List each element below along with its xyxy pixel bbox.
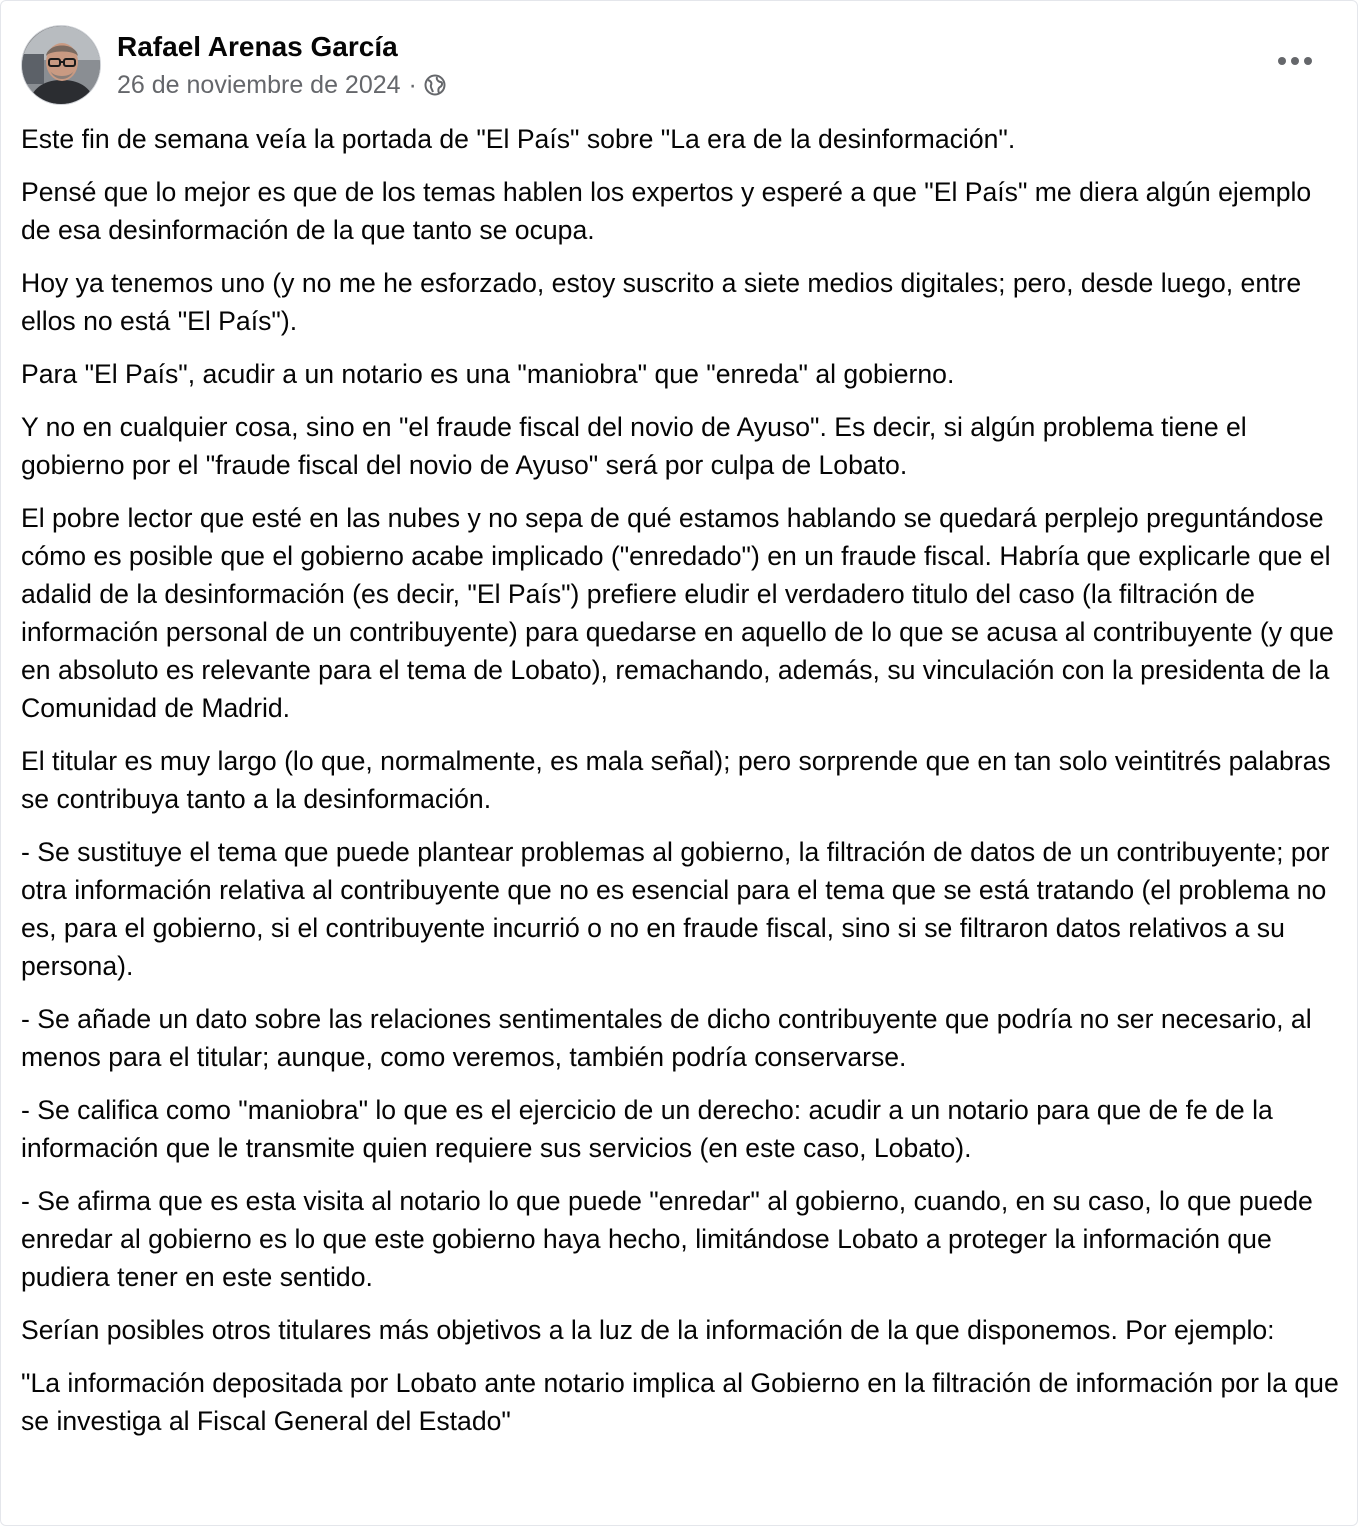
post-paragraph: Pensé que lo mejor es que de los temas hablen los expertos y esperé a que "El País" me diera algún ejemplo de esa desinformación de la que tanto se ocupa. <box>21 177 1312 245</box>
post-paragraph: - Se sustituye el tema que puede plantear problemas al gobierno, la filtración de datos de un contribuyente; por otra información relativa al contribuyente que no es esencial para el tema que se está tratando (el problema no es, para el gobierno, si el contribuyente incurrió o no en fraude fiscal, sino si se filtraron datos relativos a su persona). <box>21 837 1330 981</box>
post-paragraph: - Se afirma que es esta visita al notario lo que puede "enredar" al gobierno, cuando, en su caso, lo que puede enredar al gobierno es lo que este gobierno haya hecho, limitándose Lobato a proteger la información que pudiera tener en este sentido. <box>21 1186 1313 1292</box>
post-paragraph: Para "El País", acudir a un notario es una "maniobra" que "enreda" al gobierno. <box>21 359 955 389</box>
post-paragraph: "La información depositada por Lobato ante notario implica al Gobierno en la filtración de información por la que se investiga al Fiscal General del Estado" <box>21 1368 1339 1436</box>
post-paragraph: Serían posibles otros titulares más objetivos a la luz de la información de la que disponemos. Por ejemplo: <box>21 1315 1275 1345</box>
profile-photo-icon <box>22 26 101 105</box>
author-name[interactable]: Rafael Arenas García <box>117 31 398 62</box>
post-paragraph: Y no en cualquier cosa, sino en "el fraude fiscal del novio de Ayuso". Es decir, si algún problema tiene el gobierno por el "fraude fiscal del novio de Ayuso" será por culpa de Lobato. <box>21 412 1247 480</box>
more-options-button[interactable] <box>1265 37 1325 85</box>
more-options-icon <box>1277 56 1313 66</box>
post-paragraph: Este fin de semana veía la portada de "El País" sobre "La era de la desinformación". <box>21 124 1016 154</box>
post-date[interactable]: 26 de noviembre de 2024 <box>117 70 401 99</box>
post-paragraph: Hoy ya tenemos uno (y no me he esforzado, estoy suscrito a siete medios digitales; pero, desde luego, entre ellos no está "El País"). <box>21 268 1302 336</box>
post-paragraph: El pobre lector que esté en las nubes y no sepa de qué estamos hablando se quedará perplejo preguntándose cómo es posible que el gobierno acabe implicado ("enredado") en un fraude fiscal. Habría que explicarle que el adalid de la desinformación (es decir, "El País") prefiere eludir el verdadero titulo del caso (la filtración de información personal de un contribuyente) para quedarse en aquello de lo que se acusa al contribuyente (y que en absoluto es relevante para el tema de Lobato), remachando, además, su vinculación con la presidenta de la Comunidad de Madrid. <box>21 503 1334 723</box>
post-body <box>21 120 1341 1455</box>
author-avatar[interactable] <box>21 25 101 105</box>
meta-separator: · <box>408 70 417 99</box>
post-header <box>21 23 1339 107</box>
post-meta <box>117 69 447 101</box>
post-paragraph: El titular es muy largo (lo que, normalmente, es mala señal); pero sorprende que en tan solo veintitrés palabras se contribuya tanto a la desinformación. <box>21 746 1331 814</box>
post-paragraph: - Se añade un dato sobre las relaciones sentimentales de dicho contribuyente que podría no ser necesario, al menos para el titular; aunque, como veremos, también podría conservarse. <box>21 1004 1312 1072</box>
post-paragraph: - Se califica como "maniobra" lo que es el ejercicio de un derecho: acudir a un notario para que de fe de la información que le transmite quien requiere sus servicios (en este caso, Lobato). <box>21 1095 1273 1163</box>
globe-icon[interactable] <box>423 73 447 97</box>
